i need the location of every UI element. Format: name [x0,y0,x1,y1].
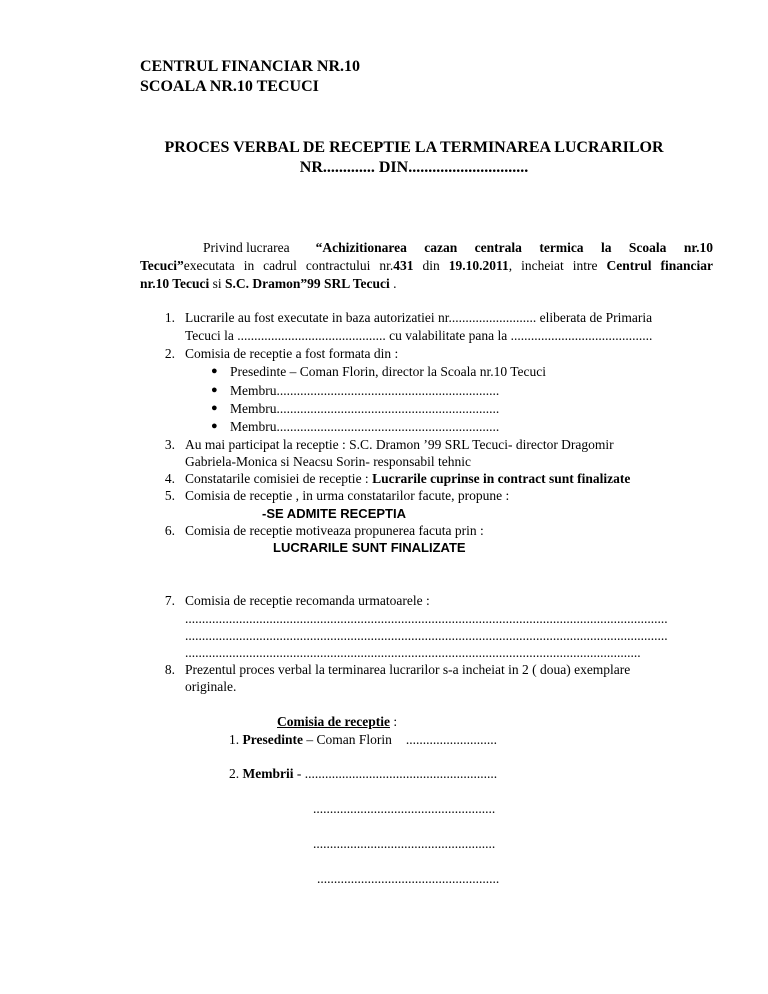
signature-member-line-2: ...................................................... [313,836,496,851]
committee-member-2: Membru.................................................................. [230,401,500,416]
committee-member-3: Membru.................................................................. [230,419,500,434]
item-4-line-1 [185,471,630,487]
project-name-end: Tecuci” [140,258,184,273]
signature-member-line-3: ...................................................... [317,871,500,886]
document-title: PROCES VERBAL DE RECEPTIE LA TERMINAREA LUCRARILOR [164,139,664,156]
findings-value: Lucrarile cuprinse in contract sunt finalizate [372,471,631,486]
contract-din: din [413,258,449,273]
committee-president: Presedinte – Coman Florin, director la Scoala nr.10 Tecuci [230,364,546,379]
findings-label: Constatarile comisiei de receptie : [185,471,373,486]
item-6-number: 6. [164,523,175,538]
item-2-number: 2. [164,346,175,361]
item-3-line-1: Au mai participat la receptie : S.C. Dramon ’99 SRL Tecuci- director Dragomir [185,437,614,452]
signature-members-role: Membrii [242,766,294,781]
intro-text: Privind lucrarea [203,240,290,255]
item-8-number: 8. [164,662,175,677]
recommendation-line-2: ............................................................................................................................................... [185,628,668,643]
item-7-number: 7. [164,593,175,608]
committee-heading-text: Comisia de receptie [277,714,390,729]
project-name: “Achizitionarea cazan centrala termica la Scoala nr.10 [315,240,713,255]
item-1-number: 1. [164,310,175,325]
bullet-icon: ● [211,365,218,377]
motivation-value: LUCRARILE SUNT FINALIZATE [273,540,466,555]
bullet-icon: ● [211,402,218,414]
item-3-line-2: Gabriela-Monica si Neacsu Sorin- responsabil tehnic [185,454,472,469]
intro-line-1 [140,240,713,256]
item-7-line-1: Comisia de receptie recomanda urmatoarele : [185,593,430,608]
party-two: S.C. Dramon”99 SRL Tecuci [225,276,390,291]
intro-line-2 [140,258,713,274]
signature-president [229,732,497,748]
recommendation-line-1: ............................................................................................................................................... [185,611,668,626]
signature-president-line: ........................... [405,732,498,747]
signature-members-line: - ......................................................... [293,766,498,781]
bullet-icon: ● [211,384,218,396]
item-6-line-1: Comisia de receptie motiveaza propunerea facuta prin : [185,523,484,538]
signature-president-number: 1. [229,732,243,747]
signature-president-role: Presedinte [242,732,303,747]
committee-heading [277,714,397,730]
contract-text: executata in cadrul contractului nr. [183,258,394,273]
document-number-date: NR............. DIN.............................. [299,159,529,176]
item-4-number: 4. [164,471,175,486]
party-one-end: nr.10 Tecuci [140,276,210,291]
contract-between: , incheiat intre [508,258,607,273]
party-one: Centrul financiar [606,258,713,273]
institution-name: CENTRUL FINANCIAR NR.10 [140,58,361,75]
school-name: SCOALA NR.10 TECUCI [140,78,319,95]
bullet-icon: ● [211,420,218,432]
item-8-line-2: originale. [185,679,237,694]
contract-date: 19.10.2011 [448,258,509,273]
signature-members [229,766,497,782]
intro-line-3 [140,276,396,292]
intro-and: si [209,276,226,291]
committee-heading-colon: : [389,714,398,729]
committee-member-1: Membru.................................................................. [230,383,500,398]
contract-number: 431 [393,258,414,273]
item-2-line-1: Comisia de receptie a fost formata din : [185,346,399,361]
signature-president-name: – Coman Florin [303,732,392,747]
item-5-number: 5. [164,488,175,503]
intro-period: . [389,276,397,291]
item-3-number: 3. [164,437,175,452]
item-8-line-1: Prezentul proces verbal la terminarea lucrarilor s-a incheiat in 2 ( doua) exemplare [185,662,631,677]
item-1-line-1: Lucrarile au fost executate in baza autorizatiei nr.......................... eliberata de Primaria [185,310,653,325]
item-1-line-2: Tecuci la ............................................ cu valabilitate pana la .......................................... [185,328,653,343]
proposal-value: -SE ADMITE RECEPTIA [262,506,406,521]
item-5-line-1: Comisia de receptie , in urma constatarilor facute, propune : [185,488,510,503]
recommendation-line-3: ....................................................................................................................................... [185,645,641,660]
signature-member-line-1: ...................................................... [313,801,496,816]
signature-members-number: 2. [229,766,243,781]
